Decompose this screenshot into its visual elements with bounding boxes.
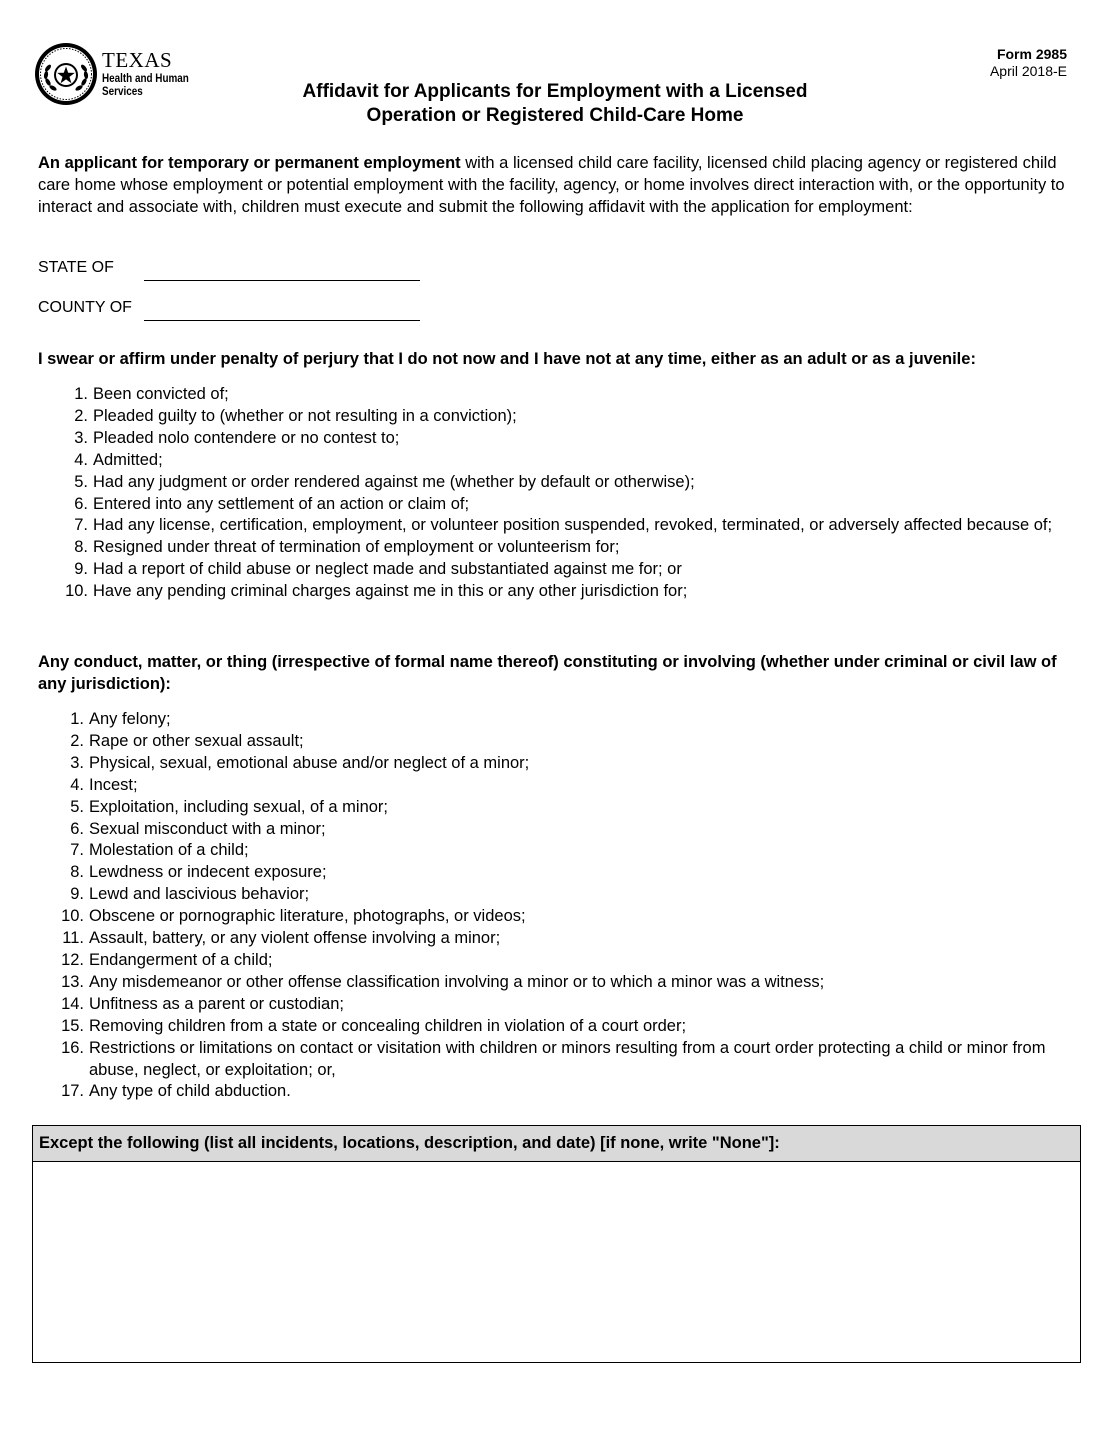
agency-logo <box>34 42 204 106</box>
conduct-heading: Any conduct, matter, or thing (irrespective of formal name thereof) constituting or involving (whether under criminal or civil law of any jurisdiction): <box>38 653 1057 693</box>
list-item: 10. Have any pending criminal charges against me in this or any other jurisdiction for; <box>65 582 688 601</box>
intro-text: with a licensed child care facility, licensed child placing agency or registered child care home whose employment or potential employment with the facility, agency, or home involves direct interaction with, or the opportunity to interact and associate with, children must execute and submit the following affidavit with the application for employment: <box>38 154 1065 216</box>
logo-agency-line2: Services <box>102 85 143 98</box>
logo-agency-line1: Health and Human <box>102 72 189 85</box>
form-number: Form 2985 <box>996 46 1067 62</box>
list-item: 4. Incest; <box>70 775 138 794</box>
list-item: 2. Pleaded guilty to (whether or not resulting in a conviction); <box>74 406 517 425</box>
county-label: COUNTY OF <box>38 299 132 316</box>
intro-bold-lead: An applicant for temporary or permanent employment <box>38 154 461 172</box>
county-field-row <box>38 299 420 321</box>
state-label: STATE OF <box>38 259 114 276</box>
exceptions-header: Except the following (list all incidents, locations, description, and date) [if none, write "None"]: <box>33 1126 1080 1162</box>
list-item: 16. Restrictions or limitations on contact or visitation with children or minors resulting from a court order protecting a child or minor from abuse, neglect, or exploitation; or, <box>61 1038 1046 1079</box>
title-line-2: Operation or Registered Child-Care Home <box>366 105 744 126</box>
exceptions-textarea[interactable] <box>33 1162 1080 1360</box>
list-item: 6. Entered into any settlement of an action or claim of; <box>74 494 470 513</box>
list-item: 1. Any felony; <box>70 710 171 728</box>
conduct-list <box>54 709 1064 1103</box>
intro-paragraph <box>38 152 1083 218</box>
list-item: 11. Assault, battery, or any violent offense involving a minor; <box>62 929 501 948</box>
texas-state-seal-icon <box>34 42 98 106</box>
list-item: 6. Sexual misconduct with a minor; <box>70 819 326 838</box>
list-item: 3. Physical, sexual, emotional abuse and/or neglect of a minor; <box>70 753 530 772</box>
list-item: 13. Any misdemeanor or other offense classification involving a minor or to which a minor was a witness; <box>61 972 825 991</box>
logo-texas: TEXAS <box>102 47 173 72</box>
logo-text <box>102 47 203 99</box>
list-item: 17. Any type of child abduction. <box>61 1082 291 1101</box>
list-item: 9. Had a report of child abuse or neglect made and substantiated against me for; or <box>74 560 682 579</box>
list-item: 7. Molestation of a child; <box>70 841 249 860</box>
list-item: 10. Obscene or pornographic literature, photographs, or videos; <box>61 907 526 926</box>
list-item: 8. Lewdness or indecent exposure; <box>70 863 327 882</box>
form-revision-date: April 2018-E <box>989 63 1067 79</box>
exceptions-section <box>32 1125 1081 1363</box>
form-meta <box>990 46 1067 80</box>
list-item: 7. Had any license, certification, employment, or volunteer position suspended, revoked, terminated, or adversely affected because of; <box>74 516 1053 535</box>
list-item: 12. Endangerment of a child; <box>61 950 273 969</box>
list-item: 5. Exploitation, including sexual, of a minor; <box>70 797 388 816</box>
state-field-row <box>38 259 420 281</box>
swear-heading: I swear or affirm under penalty of perjury that I do not now and I have not at any time, either as an adult or as a juvenile: <box>38 350 976 368</box>
list-item: 2. Rape or other sexual assault; <box>70 731 304 750</box>
list-item: 3. Pleaded nolo contendere or no contest to; <box>74 428 400 447</box>
list-item: 1. Been convicted of; <box>74 385 229 403</box>
state-input[interactable] <box>144 247 420 281</box>
swear-list <box>58 384 1068 603</box>
list-item: 8. Resigned under threat of termination of employment or volunteerism for; <box>74 538 620 557</box>
list-item: 14. Unfitness as a parent or custodian; <box>61 994 344 1013</box>
list-item: 15. Removing children from a state or concealing children in violation of a court order; <box>61 1016 687 1035</box>
list-item: 4. Admitted; <box>74 450 163 469</box>
county-input[interactable] <box>144 287 420 321</box>
list-item: 9. Lewd and lascivious behavior; <box>70 885 310 904</box>
title-line-1: Affidavit for Applicants for Employment with a Licensed <box>302 81 808 102</box>
page-title <box>230 80 880 128</box>
list-item: 5. Had any judgment or order rendered against me (whether by default or otherwise); <box>74 472 695 491</box>
